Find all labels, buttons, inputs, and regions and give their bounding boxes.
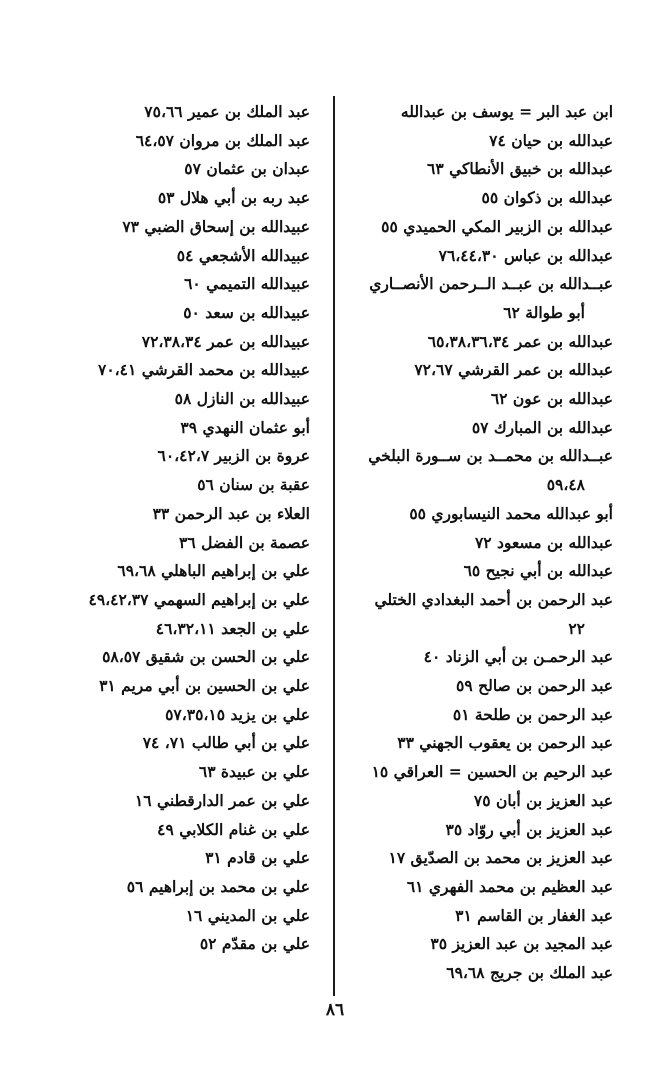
index-entry: عبدان بن عثمان ٥٧ [184, 159, 310, 179]
index-entry: عبدالله بن مسعود ٧٢ [474, 532, 613, 552]
index-entry: علي بن إبراهيم الباهلي ٦٩،٦٨ [117, 561, 310, 581]
index-entry: عقبة بن سنان ٥٦ [197, 475, 310, 495]
index-entry: عبد المجيد بن عبد العزيز ٣٥ [430, 934, 613, 954]
index-entry: عبد الرحمـن بن أبي الزناد ٤٠ [423, 647, 613, 667]
index-entry: عروة بن الزبير ٦٠،٤٢،٧ [157, 446, 310, 466]
index-entry: عبيدالله بن محمد القرشي ٧٠،٤١ [98, 360, 310, 380]
index-entry: علي بن قادم ٣١ [205, 848, 310, 868]
index-entry: علي بن محمد بن إبراهيم ٥٦ [126, 876, 310, 896]
index-entry: عبيدالله التميمي ٦٠ [184, 274, 310, 294]
page-number: ٨٦ [325, 1000, 345, 1020]
index-entry: عبدالله بن الزبير المكي الحميدي ٥٥ [381, 216, 613, 236]
index-entry: علي بن عمر الدارقطني ١٦ [134, 790, 310, 810]
index-entry: عبد العزيز بن أبي روّاد ٣٥ [445, 819, 613, 839]
index-entry: عبد الملك بن عمير ٧٥،٦٦ [144, 102, 310, 121]
index-entry: عبــدالله بن محمــد بن ســورة البلخي [368, 446, 613, 466]
index-entry: علي بن الحسن بن شقيق ٥٨،٥٧ [102, 647, 310, 667]
index-entry: ابن عبد البر = يوسف بن عبدالله [400, 102, 613, 121]
index-entry: عبد العظيم بن محمد الفهري ٦١ [406, 876, 613, 896]
index-entry: علي بن غنام الكلابي ٤٩ [157, 819, 310, 839]
index-entry: عبد الملك بن جريج ٦٩،٦٨ [446, 963, 613, 983]
index-entry: عبدالله بن عباس ٧٦،٤٤،٣٠ [438, 245, 613, 265]
index-entry: عبدالله بن عمر ٦٥،٣٨،٣٦،٣٤ [427, 331, 613, 351]
index-entry: عبيدالله الأشجعي ٥٤ [176, 245, 310, 265]
index-entry: عبدالله بن خبيق الأنطاكي ٦٣ [427, 159, 613, 179]
index-entry: أبو عبدالله محمد النيسابوري ٥٥ [409, 503, 613, 523]
index-entry: العلاء بن عبد الرحمن ٣٣ [152, 503, 310, 523]
index-entry: عبيدالله بن سعد ٥٠ [183, 302, 310, 322]
index-column-right [331, 98, 613, 988]
column-divider [333, 96, 335, 996]
index-entry: عبدالله بن المبارك ٥٧ [471, 417, 613, 437]
index-entry: عبد الرحمن بن طلحة ٥١ [452, 704, 613, 724]
index-entry: علي بن أبي طالب ٧١، ٧٤ [142, 733, 310, 753]
index-entry: علي بن عبيدة ٦٣ [198, 762, 310, 782]
index-entry: علي بن الجعد ٤٦،٣٢،١١ [155, 618, 310, 638]
index-entry: عبدالله بن ذكوان ٥٥ [481, 188, 613, 208]
index-entry: عبدالله بن حيان ٧٤ [489, 130, 613, 150]
index-entry: عبد الملك بن مروان ٦٤،٥٧ [135, 130, 310, 150]
index-entry: عبيدالله بن إسحاق الضبي ٧٣ [122, 216, 310, 236]
index-entry: علي بن مقدّم ٥٢ [199, 934, 310, 954]
index-entry: عبد الرحمن بن يعقوب الجهني ٣٣ [397, 733, 613, 753]
index-entry: عبد العزيز بن أبان ٧٥ [473, 790, 613, 810]
index-entry: عبدالله بن أبي نجيح ٦٥ [463, 561, 613, 581]
index-entry: عبد الغفار بن القاسم ٣١ [455, 905, 613, 925]
index-entry: عبد الرحمن بن صالح ٥٩ [456, 676, 613, 696]
index-entry: علي بن المديني ١٦ [185, 905, 310, 925]
index-entry: عبيدالله بن النازل ٥٨ [174, 389, 310, 409]
index-entry: عصمة بن الفضل ٣٦ [179, 532, 310, 552]
index-entry: عبد الرحمن بن أحمد البغدادي الختلي [374, 589, 613, 609]
index-entry: علي بن الحسين بن أبي مريم ٣١ [99, 676, 310, 696]
index-entry: علي بن إبراهيم السهمي ٤٩،٤٢،٣٧ [88, 589, 310, 609]
index-entry-continuation: ٥٩،٤٨ [546, 475, 585, 495]
index-entry: عبد الرحيم بن الحسين = العراقي ١٥ [371, 762, 613, 782]
index-entry: عبدالله بن عون ٦٢ [490, 389, 613, 409]
index-entry: عبد العزيز بن محمد بن الصدّيق ١٧ [388, 848, 613, 868]
index-entry-continuation: أبو طوالة ٦٢ [503, 302, 585, 322]
index-entry: أبو عثمان النهدي ٣٩ [180, 417, 310, 437]
index-entry: علي بن يزيد ٥٧،٣٥،١٥ [165, 704, 310, 724]
index-column-left [48, 98, 310, 959]
index-entry: عبيدالله بن عمر ٧٢،٣٨،٣٤ [141, 331, 310, 351]
index-entry: عبد ربه بن أبي هلال ٥٣ [157, 188, 310, 208]
index-entry: عبــدالله بن عبــد الــرحمن الأنصــاري [369, 274, 613, 294]
index-entry: عبدالله بن عمر القرشي ٧٢،٦٧ [414, 360, 613, 380]
index-entry-continuation: ٢٢ [568, 618, 585, 638]
